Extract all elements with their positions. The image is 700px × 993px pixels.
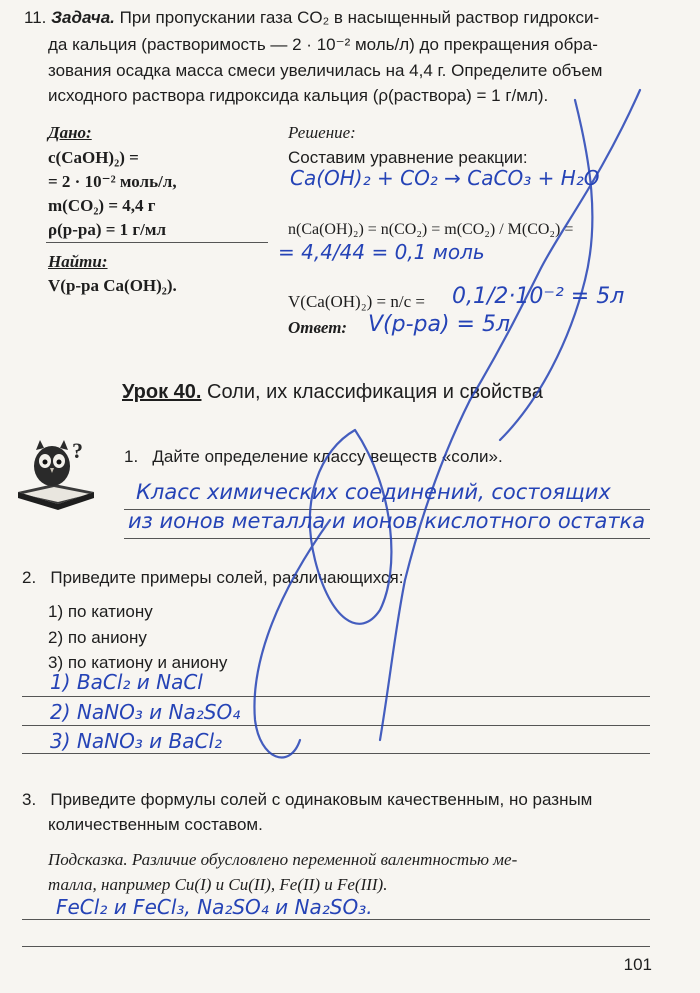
answer-line-q1-2 bbox=[124, 538, 650, 539]
answer-line-q2-1 bbox=[22, 696, 650, 697]
given-concentration-value: = 2 · 10⁻² моль/л, bbox=[48, 172, 177, 191]
given-density: ρ(р-ра) = 1 г/мл bbox=[48, 220, 166, 239]
given-divider bbox=[46, 242, 268, 243]
answer-line-q3-1 bbox=[22, 919, 650, 920]
question-2 bbox=[22, 566, 403, 590]
hint-label: Подсказка. bbox=[48, 850, 128, 869]
task-11-line-2: да кальция (растворимость — 2 · 10⁻² моль/л) до прекращения обра- bbox=[48, 35, 598, 54]
question-1 bbox=[124, 445, 503, 469]
find-volume: V(р-ра Ca(OH)₂). bbox=[48, 276, 177, 295]
question-3-hint-line-1 bbox=[48, 848, 517, 872]
find-title: Найти: bbox=[48, 252, 108, 271]
question-3-line-2: количественным составом. bbox=[48, 815, 263, 834]
handwritten-equation: Ca(OH)₂ + CO₂ → CaCO₃ + H₂O bbox=[290, 166, 600, 190]
handwritten-q2-answer-1: 1) BaCl₂ и NaCl bbox=[50, 670, 203, 694]
lesson-number: Урок 40. bbox=[122, 381, 202, 403]
question-3-line-1 bbox=[22, 788, 592, 812]
question-3-number: 3. bbox=[22, 790, 37, 809]
scribble-stroke-5 bbox=[254, 520, 330, 757]
answer-line-q3-2 bbox=[22, 946, 650, 947]
task-11-line-3: зования осадка масса смеси увеличилась на 4,4 г. Определите объем bbox=[48, 61, 603, 80]
task-text-1: При пропускании газа CO₂ в насыщенный раствор гидрокси- bbox=[119, 8, 600, 27]
svg-text:?: ? bbox=[72, 438, 83, 463]
question-3-hint-line-2: талла, например Cu(I) и Cu(II), Fe(II) и Fe(III). bbox=[48, 875, 388, 894]
handwritten-volume: 0,1/2·10⁻² = 5л bbox=[452, 284, 625, 309]
answer-title: Ответ: bbox=[288, 318, 348, 337]
given-mass-co2: m(CO₂) = 4,4 г bbox=[48, 196, 156, 215]
handwritten-q3-answer: FeCl₂ и FeCl₃, Na₂SO₄ и Na₂SO₃. bbox=[56, 895, 373, 919]
lesson-title bbox=[122, 381, 543, 404]
handwritten-q2-answer-2: 2) NaNO₃ и Na₂SO₄ bbox=[50, 700, 241, 724]
question-2-item-3: 3) по катиону и аниону bbox=[48, 653, 228, 672]
given-concentration: c(CaOH)₂) = bbox=[48, 148, 139, 167]
question-1-number: 1. bbox=[124, 447, 139, 466]
page-number: 101 bbox=[623, 955, 652, 974]
question-2-item-1: 1) по катиону bbox=[48, 602, 153, 621]
handwritten-moles: = 4,4/44 = 0,1 моль bbox=[278, 240, 485, 264]
question-1-text: Дайте определение классу веществ «соли». bbox=[152, 447, 503, 466]
solution-step-3: V(Ca(OH)₂) = n/c = bbox=[288, 292, 425, 311]
handwritten-q1-line-1: Класс химических соединений, состоящих bbox=[136, 480, 611, 504]
hint-text-1: Различие обусловлено переменной валентностью ме- bbox=[131, 850, 518, 869]
answer-line-q2-3 bbox=[22, 753, 650, 754]
handwritten-q1-line-2: из ионов металла и ионов кислотного остатка bbox=[128, 509, 646, 533]
owl-with-book-icon bbox=[14, 436, 98, 514]
scribble-stroke-1 bbox=[470, 90, 640, 400]
answer-line-q2-2 bbox=[22, 725, 650, 726]
task-11-line-4: исходного раствора гидроксида кальция (ρ(раствора) = 1 г/мл). bbox=[48, 86, 549, 105]
lesson-name: Соли, их классификация и свойства bbox=[207, 381, 543, 403]
given-title: Дано: bbox=[48, 123, 92, 142]
task-number: 11. bbox=[24, 8, 47, 27]
question-2-number: 2. bbox=[22, 568, 37, 587]
question-2-item-2: 2) по аниону bbox=[48, 628, 147, 647]
solution-title: Решение: bbox=[288, 123, 356, 142]
question-3-text-1: Приведите формулы солей с одинаковым качественным, но разным bbox=[50, 790, 593, 809]
question-2-text: Приведите примеры солей, различающихся: bbox=[50, 568, 404, 587]
handwritten-answer: V(р-ра) = 5л bbox=[368, 312, 511, 337]
task-11-line-1 bbox=[24, 6, 599, 30]
solution-step-1: Составим уравнение реакции: bbox=[288, 148, 528, 167]
solution-step-2: n(Ca(OH)₂) = n(CO₂) = m(CO₂) / M(CO₂) = bbox=[288, 221, 574, 238]
handwritten-q2-answer-3: 3) NaNO₃ и BaCl₂ bbox=[50, 729, 223, 753]
task-label: Задача. bbox=[51, 8, 115, 27]
